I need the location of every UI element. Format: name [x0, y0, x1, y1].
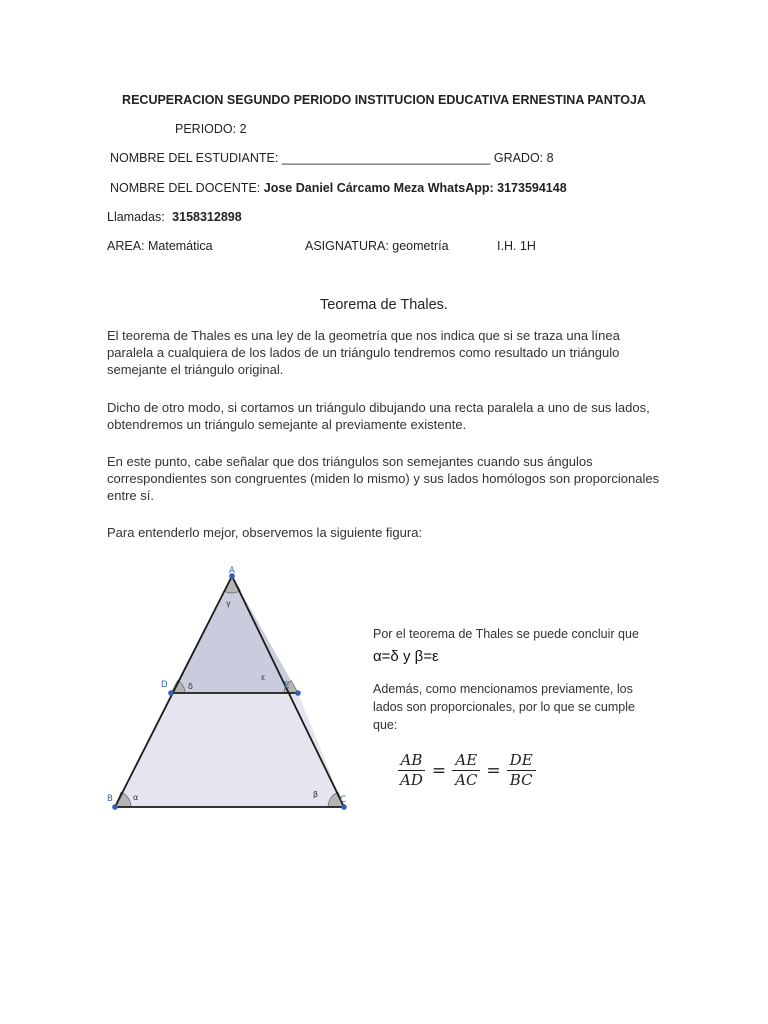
student-label: NOMBRE DEL ESTUDIANTE:: [110, 151, 279, 165]
point-b: [112, 804, 118, 810]
label-e: E: [284, 681, 290, 691]
fraction-numerator: AE: [452, 752, 480, 771]
grade-label: GRADO: 8: [493, 151, 554, 165]
fraction-ae-ac: [452, 752, 480, 789]
teacher-value: Jose Daniel Cárcamo Meza WhatsApp: 3173594148: [263, 181, 567, 195]
fraction-ab-ad: [397, 752, 426, 789]
conclusion-text: Además, como mencionamos previamente, los lados son proporcionales, por lo que se cumple que:: [373, 682, 635, 732]
label-beta: β: [313, 790, 319, 799]
angle-equation: α=δ y β=ε: [373, 648, 439, 665]
paragraph-2: Dicho de otro modo, si cortamos un triángulo dibujando una recta paralela a uno de sus lados, obtendremos un triángulo semejante al previamente existente.: [107, 400, 650, 432]
section-title: Teorema de Thales.: [320, 297, 448, 313]
label-gamma: γ: [226, 599, 231, 608]
equals-sign: =: [486, 760, 501, 781]
label-a: A: [229, 566, 235, 576]
student-name-blank: ______________________________: [281, 151, 491, 165]
paragraph-3: En este punto, cabe señalar que dos triángulos son semejantes cuando sus ángulos correspondientes son congruentes (miden lo mismo) y sus lados homólogos son proporcionales entre sí.: [107, 454, 660, 503]
proportion-equation: [394, 752, 539, 789]
subject-label: ASIGNATURA: geometría: [305, 239, 449, 253]
point-d: [168, 690, 174, 696]
hours-label: I.H. 1H: [497, 239, 536, 253]
equals-sign: =: [431, 760, 447, 781]
paragraph-4: Para entenderlo mejor, observemos la siguiente figura:: [107, 525, 423, 540]
fraction-numerator: DE: [507, 752, 536, 771]
calls-line: [107, 210, 242, 224]
label-delta: δ: [188, 682, 193, 691]
fraction-numerator: AB: [398, 752, 426, 771]
label-d: D: [161, 680, 168, 690]
area-label: AREA: Matemática: [107, 239, 213, 253]
paragraph-1: El teorema de Thales es una ley de la geometría que nos indica que si se traza una línea paralela a cualquiera de los lados de un triángulo tendremos como resultado un triángulo semejante el triángulo original.: [107, 328, 620, 377]
label-b: B: [107, 794, 113, 804]
thales-figure: [104, 556, 362, 832]
period-label: PERIODO: 2: [175, 122, 247, 136]
label-c: C: [340, 795, 346, 805]
document-title: RECUPERACION SEGUNDO PERIODO INSTITUCION EDUCATIVA ERNESTINA PANTOJA: [122, 93, 646, 107]
thales-triangle-diagram: [104, 556, 362, 832]
teacher-label: NOMBRE DEL DOCENTE:: [110, 181, 261, 195]
fraction-denominator: AD: [400, 771, 423, 789]
label-alpha: α: [133, 793, 139, 802]
fraction-de-bc: [507, 752, 536, 789]
fraction-denominator: BC: [509, 771, 533, 789]
student-name-line: [110, 151, 554, 165]
point-c: [341, 804, 347, 810]
point-e: [295, 690, 301, 696]
label-epsilon: ε: [261, 673, 266, 682]
teacher-line: [110, 181, 567, 195]
calls-value: 3158312898: [172, 210, 242, 224]
conclusion-intro: Por el teorema de Thales se puede concluir que: [373, 627, 639, 641]
fraction-denominator: AC: [455, 771, 478, 789]
calls-label: Llamadas:: [107, 210, 165, 224]
